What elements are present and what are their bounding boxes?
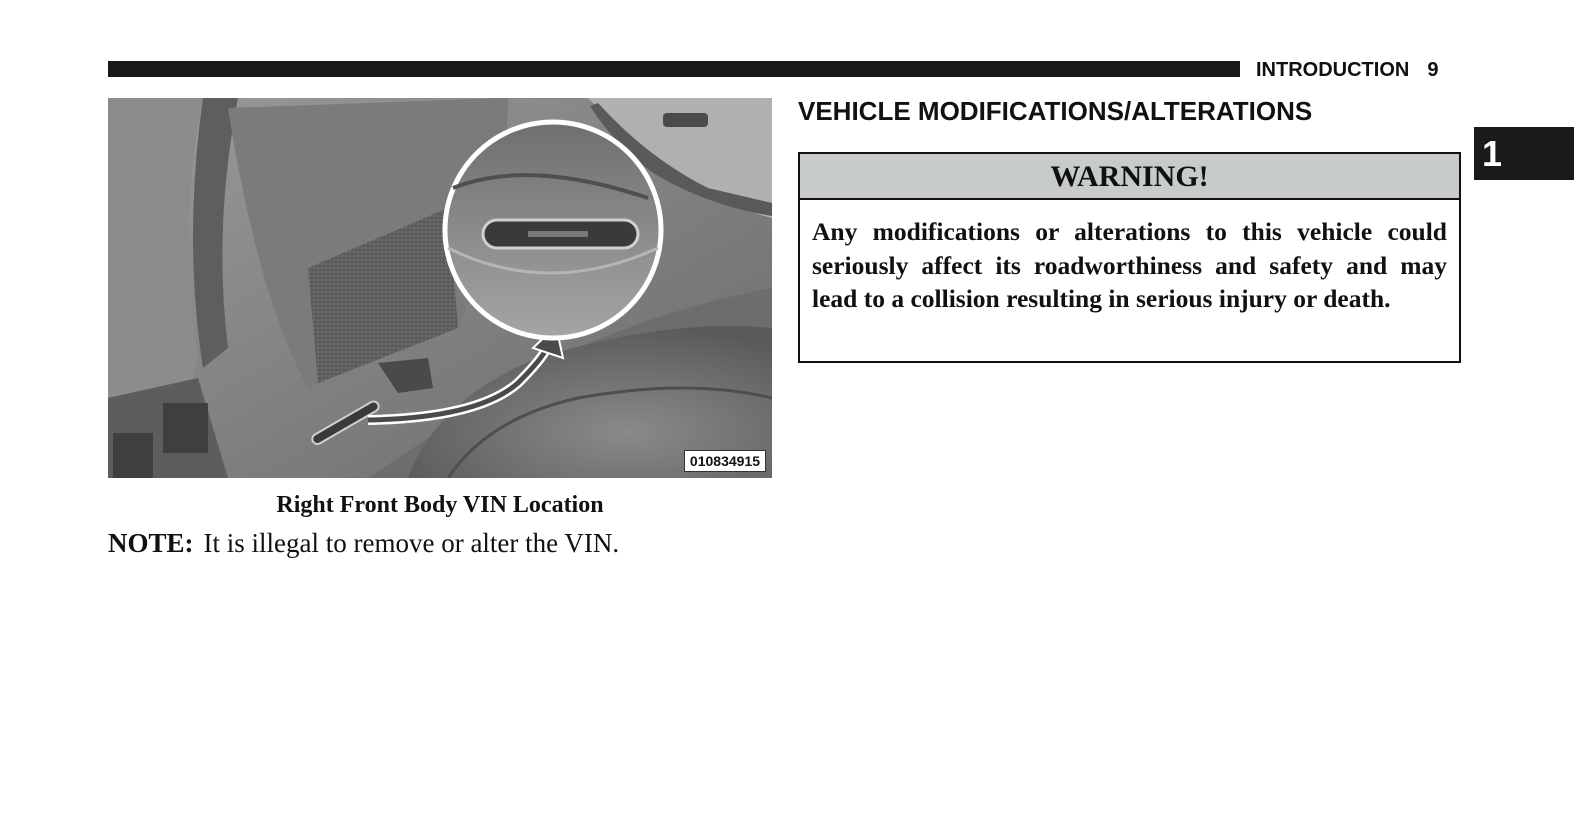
figure-id-label: 010834915 <box>684 450 766 472</box>
note-label: NOTE: <box>108 528 194 558</box>
warning-body: Any modifications or alterations to this vehicle could seriously affect its roadworthiness and safety and may lead to a collision resulting in serious injury or death. <box>812 217 1447 313</box>
section-heading: VEHICLE MODIFICATIONS/ALTERATIONS <box>798 96 1313 126</box>
warning-title: WARNING! <box>800 154 1459 200</box>
warning-box <box>798 152 1461 363</box>
note-text: It is illegal to remove or alter the VIN. <box>203 528 620 558</box>
note-paragraph <box>108 527 619 559</box>
chapter-tab: 1 <box>1474 127 1574 180</box>
running-header <box>1256 59 1438 81</box>
header-rule <box>108 61 1240 77</box>
page-number: 9 <box>1427 59 1439 81</box>
vin-location-figure <box>108 98 772 478</box>
vehicle-interior-illustration <box>108 98 772 478</box>
figure-caption: Right Front Body VIN Location <box>276 492 604 518</box>
header-section-title: INTRODUCTION <box>1256 59 1410 81</box>
